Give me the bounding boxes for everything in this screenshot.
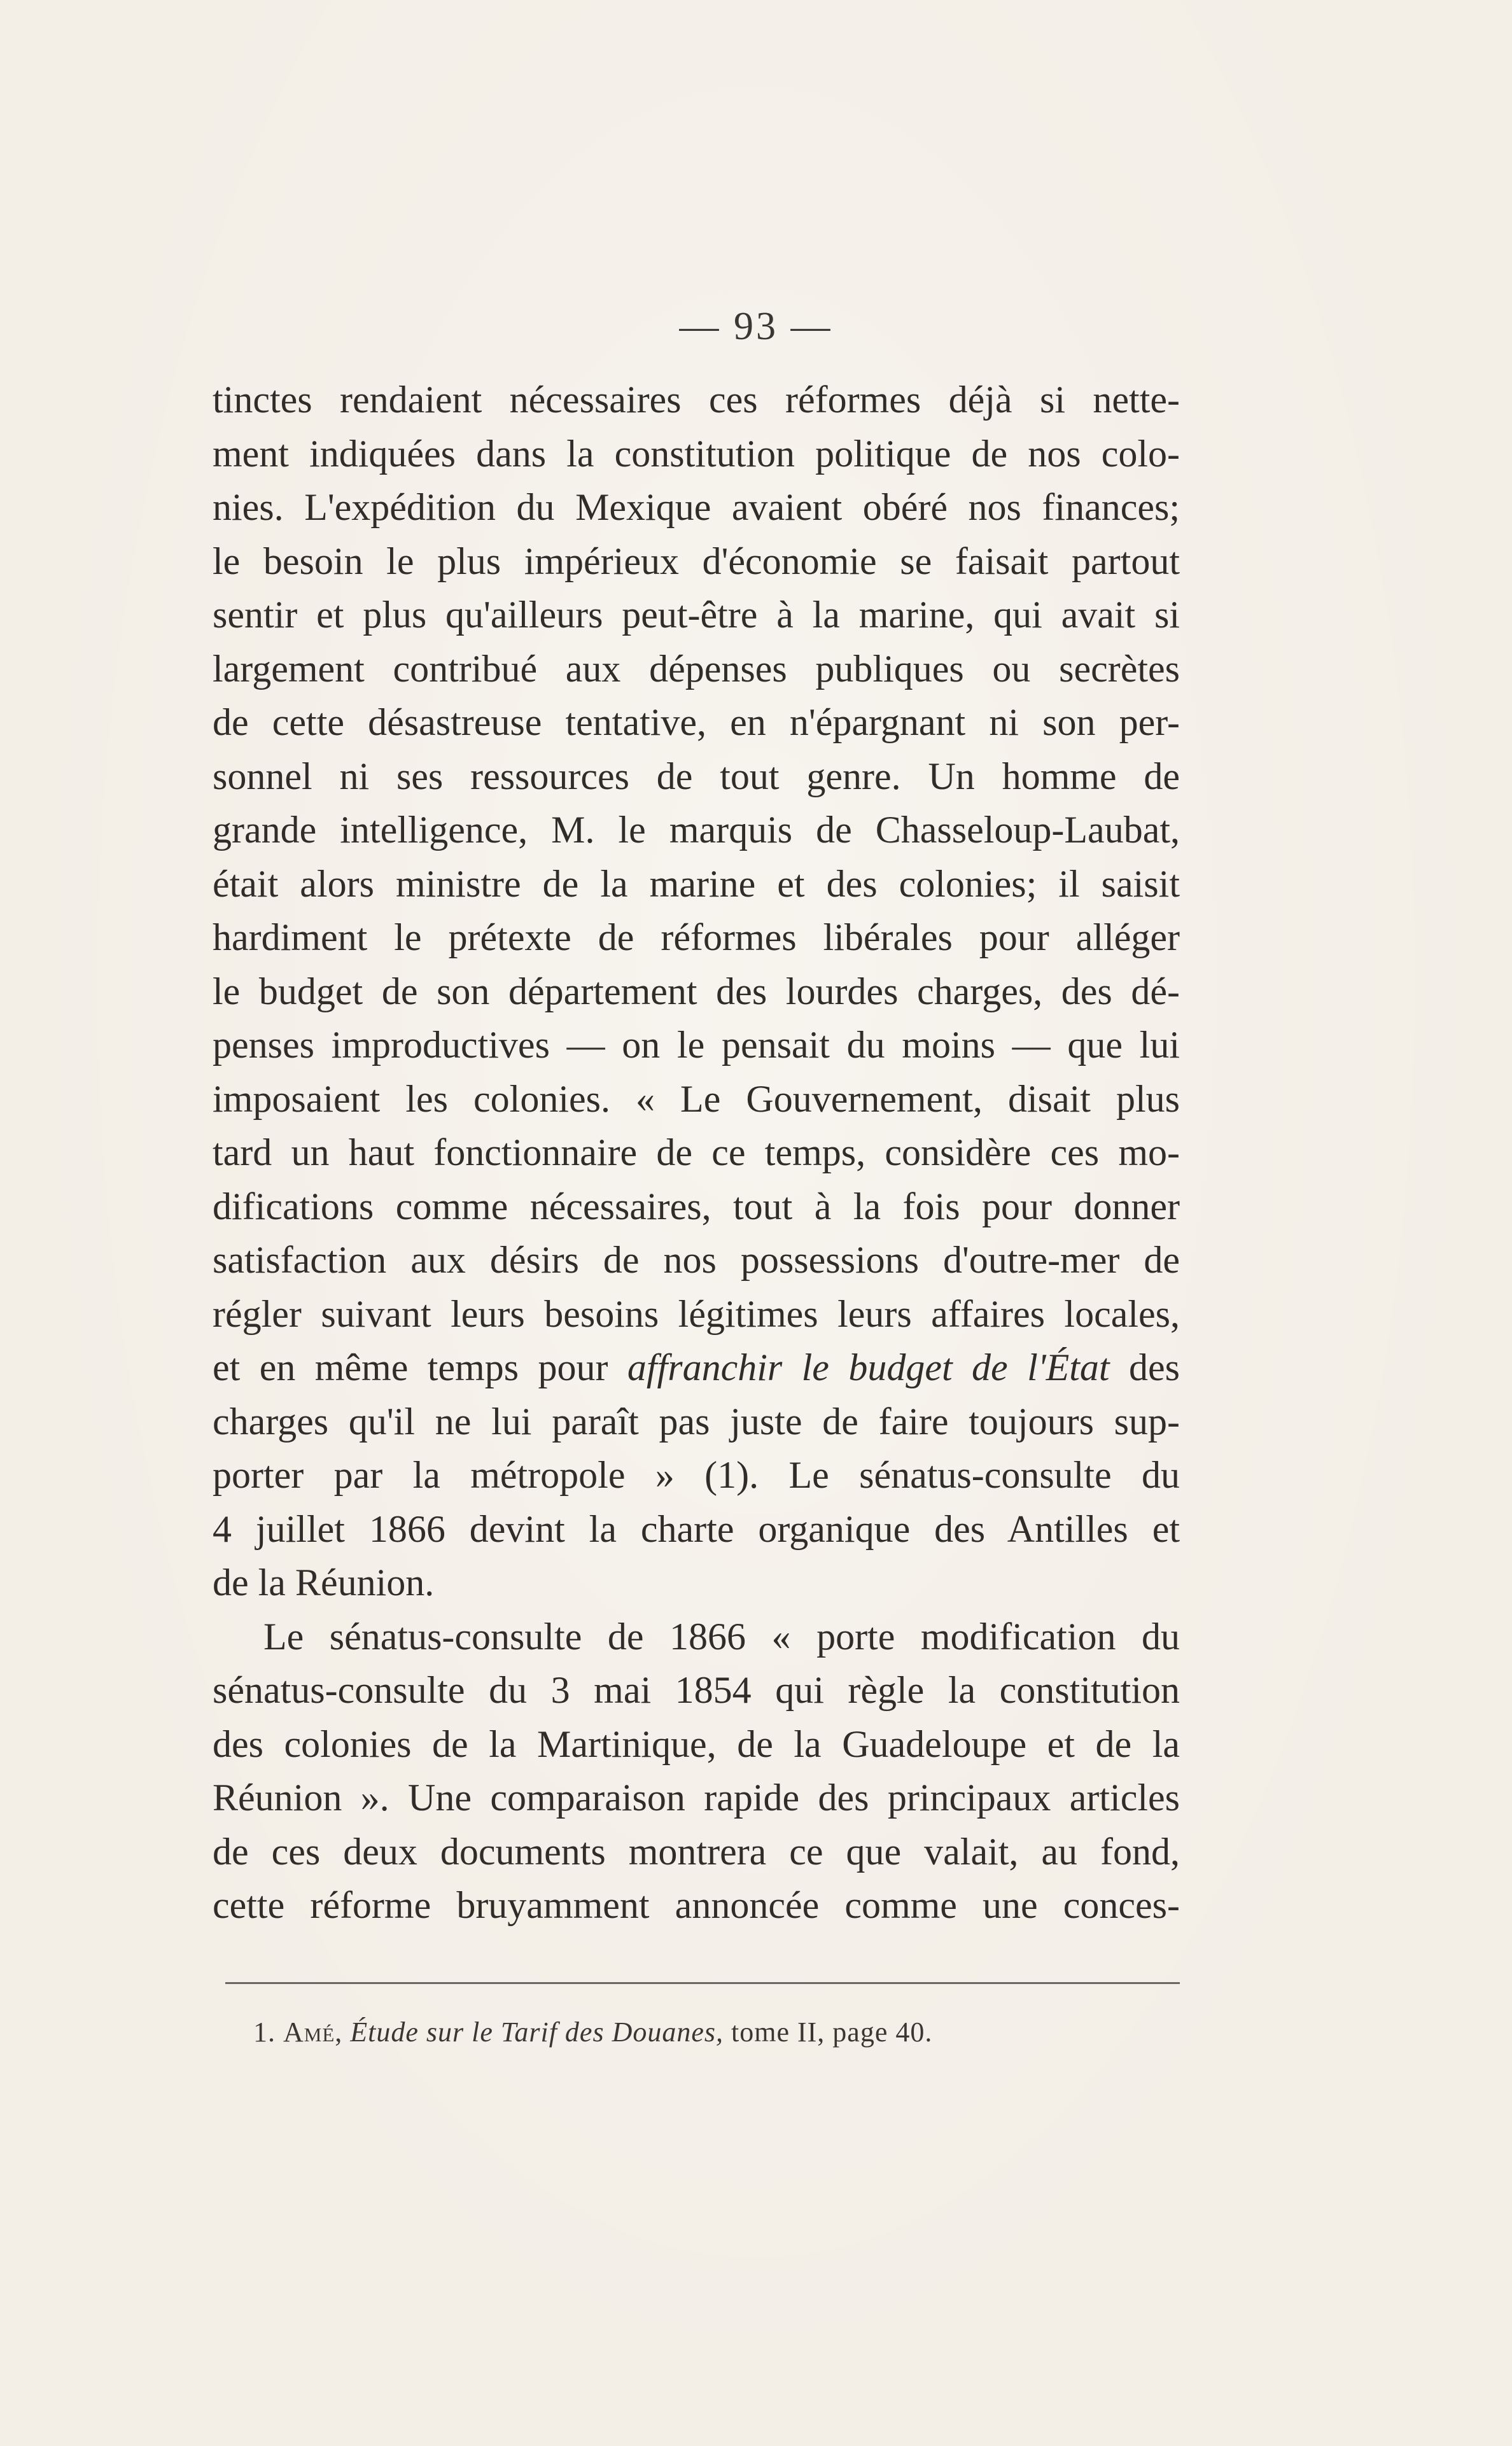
text-line: tard un haut fonctionnaire de ce temps, considère ces mo- (213, 1131, 1180, 1173)
text-line: charges qu'il ne lui paraît pas juste de faire toujours sup- (213, 1400, 1180, 1443)
text-line: grande intelligence, M. le marquis de Chasseloup-Laubat, (213, 809, 1180, 851)
text-line: était alors ministre de la marine et des colonies; il saisit (213, 862, 1180, 905)
footnote-marker: 1. (253, 2016, 283, 2048)
text-line: régler suivant leurs besoins légitimes leurs affaires locales, (213, 1292, 1180, 1335)
body-text (213, 373, 1180, 1932)
text-line: penses improductives — on le pensait du moins — que lui (213, 1024, 1180, 1066)
footnote-reference: tome II, page 40. (724, 2016, 933, 2048)
text-line: sénatus-consulte du 3 mai 1854 qui règle la constitution (213, 1669, 1180, 1711)
page-number: — 93 — (679, 305, 833, 348)
text-line: de ces deux documents montrera ce que valait, au fond, (213, 1830, 1180, 1873)
footnote-author: Amé, (283, 2016, 343, 2048)
text-line: satisfaction aux désirs de nos possessions d'outre-mer de (213, 1239, 1180, 1281)
footnote (253, 2016, 1182, 2048)
text-line: le besoin le plus impérieux d'économie se faisait partout (213, 540, 1180, 582)
text-line: le budget de son département des lourdes charges, des dé- (213, 970, 1180, 1012)
text-line: sentir et plus qu'ailleurs peut-être à la marine, qui avait si (213, 594, 1180, 636)
text-line: nies. L'expédition du Mexique avaient obéré nos finances; (213, 486, 1180, 528)
text-line: imposaient les colonies. « Le Gouvernement, disait plus (213, 1077, 1180, 1120)
text-line: cette réforme bruyamment annoncée comme une conces- (213, 1884, 1180, 1926)
footnote-title: Étude sur le Tarif des Douanes, (350, 2016, 724, 2048)
text-line: Le sénatus-consulte de 1866 « porte modification du (263, 1615, 1180, 1658)
text-line: hardiment le prétexte de réformes libérales pour alléger (213, 916, 1180, 958)
text-segment: et en même temps pour (213, 1346, 627, 1388)
text-line: 4 juillet 1866 devint la charte organique des Antilles et (213, 1507, 1180, 1550)
text-line: tinctes rendaient nécessaires ces réformes déjà si nette- (213, 379, 1180, 421)
text-line: ment indiquées dans la constitution politique de nos colo- (213, 432, 1180, 475)
text-line: difications comme nécessaires, tout à la fois pour donner (213, 1185, 1180, 1227)
text-line: de cette désastreuse tentative, en n'épargnant ni son per- (213, 701, 1180, 743)
text-line-with-italic (213, 1341, 1180, 1395)
text-line: sonnel ni ses ressources de tout genre. Un homme de (213, 755, 1180, 797)
text-line: porter par la métropole » (1). Le sénatus-consulte du (213, 1454, 1180, 1496)
text-line: Réunion ». Une comparaison rapide des principaux articles (213, 1777, 1180, 1819)
text-line: largement contribué aux dépenses publiques ou secrètes (213, 647, 1180, 690)
text-line: des colonies de la Martinique, de la Guadeloupe et de la (213, 1723, 1180, 1765)
text-line: de la Réunion. (213, 1562, 435, 1604)
footnote-divider (225, 1982, 1180, 1984)
text-segment: des (1109, 1346, 1180, 1388)
italic-emphasis: affranchir le budget de l'État (627, 1346, 1110, 1388)
